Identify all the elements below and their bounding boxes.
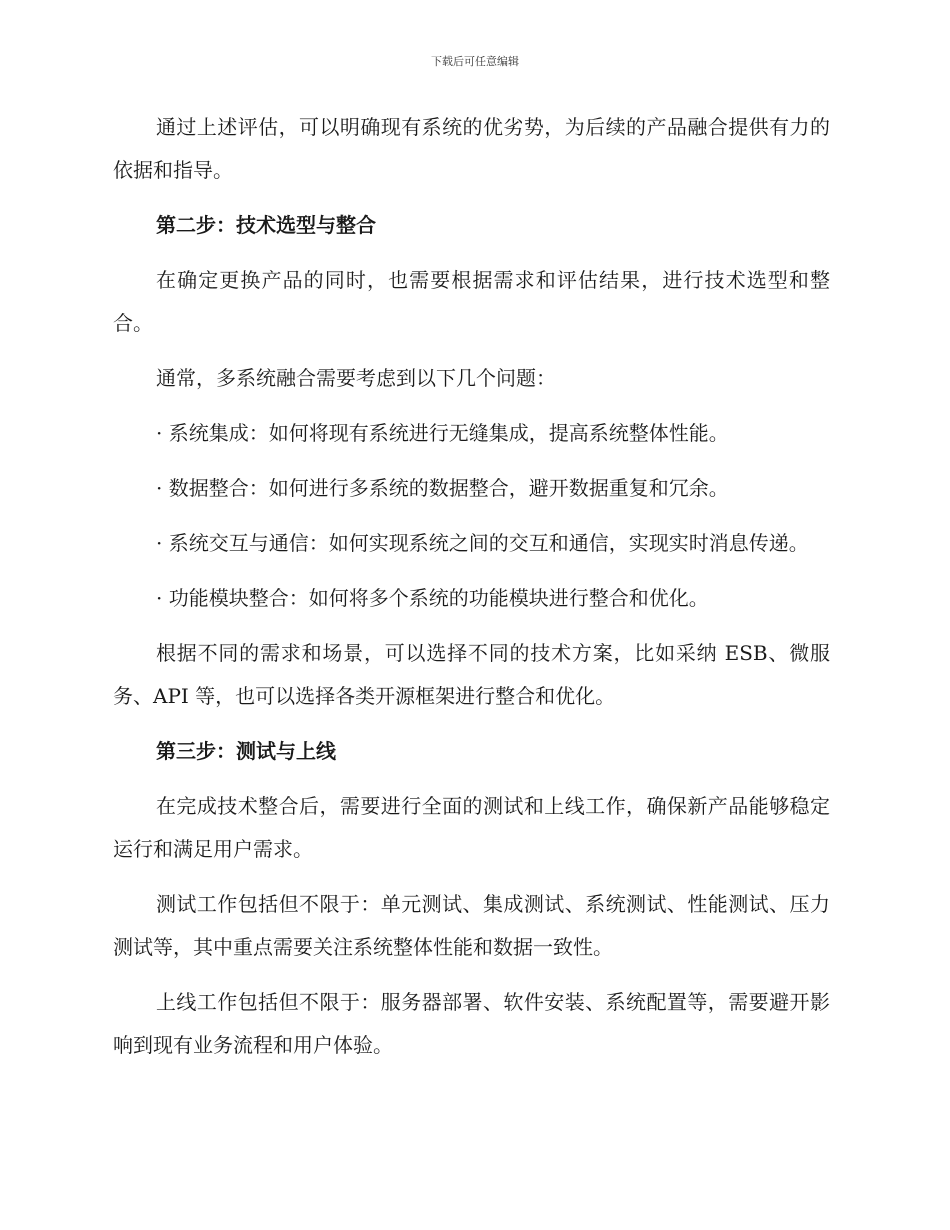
heading-step-three: 第三步：测试与上线 <box>156 739 336 763</box>
paragraph-testing-launch: 在完成技术整合后，需要进行全面的测试和上线工作，确保新产品能够稳定运行和满足用户需求。 <box>113 794 830 861</box>
paragraph-tech-options: 根据不同的需求和场景，可以选择不同的技术方案，比如采纳 ESB、微服务、API 等，也可以选择各类开源框架进行整合和优化。 <box>113 641 830 708</box>
bullet-data-integration: · 数据整合：如何进行多系统的数据整合，避开数据重复和冗余。 <box>156 476 729 500</box>
paragraph-issues-intro: 通常，多系统融合需要考虑到以下几个问题： <box>156 366 556 390</box>
paragraph-testing-scope: 测试工作包括但不限于：单元测试、集成测试、系统测试、性能测试、压力测试等，其中重点需要关注系统整体性能和数据一致性。 <box>113 892 830 959</box>
bullet-interaction-communication: · 系统交互与通信：如何实现系统之间的交互和通信，实现实时消息传递。 <box>156 531 809 555</box>
page-header: 下载后可任意编辑 <box>431 55 519 68</box>
bullet-module-integration: · 功能模块整合：如何将多个系统的功能模块进行整合和优化。 <box>156 586 709 610</box>
paragraph-tech-selection: 在确定更换产品的同时，也需要根据需求和评估结果，进行技术选型和整合。 <box>113 268 830 335</box>
paragraph-launch-scope: 上线工作包括但不限于：服务器部署、软件安装、系统配置等，需要避开影响到现有业务流程和用户体验。 <box>113 990 830 1057</box>
paragraph-evaluation-summary: 通过上述评估，可以明确现有系统的优劣势，为后续的产品融合提供有力的依据和指导。 <box>113 115 830 182</box>
heading-step-two: 第二步：技术选型与整合 <box>156 213 376 237</box>
document-body <box>113 106 830 1067</box>
bullet-system-integration: · 系统集成：如何将现有系统进行无缝集成，提高系统整体性能。 <box>156 421 729 445</box>
